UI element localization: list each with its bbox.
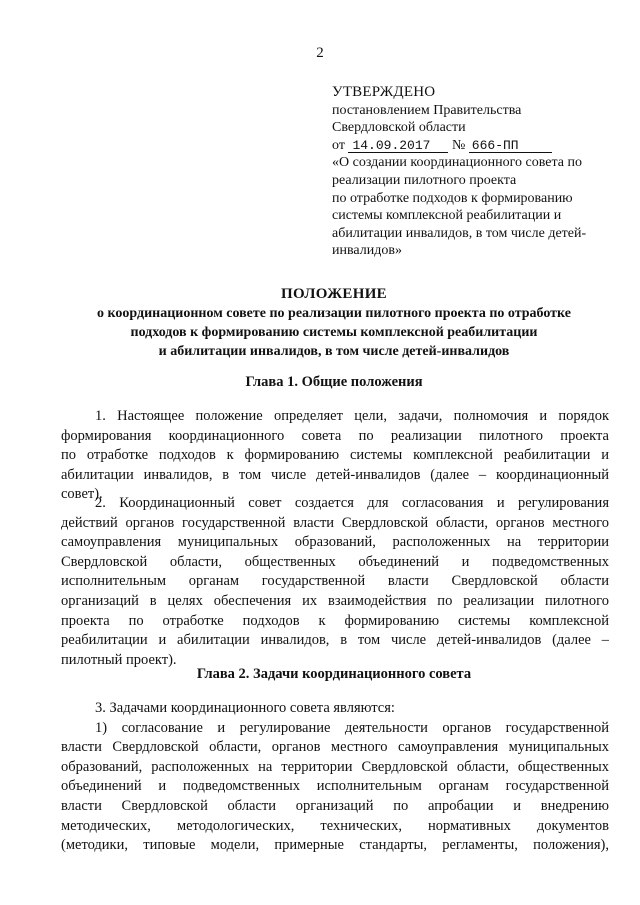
- approval-line: реализации пилотного проекта: [332, 172, 517, 188]
- chapter-heading: Глава 1. Общие положения: [245, 374, 423, 390]
- approval-line: системы комплексной реабилитации и: [332, 208, 562, 224]
- approval-line: Свердловской области: [332, 120, 466, 136]
- text-line: власти Свердловской области организаций по апробации и внедрению: [61, 797, 609, 814]
- paragraph-2: [61, 494, 609, 670]
- from-label: от: [332, 137, 345, 153]
- text-line: действий органов государственной власти Свердловской области, органов местного: [61, 514, 609, 531]
- text-line: самоуправления муниципальных образований, расположенных на территории: [61, 534, 609, 551]
- text-line: 2. Координационный совет создается для согласования и регулирования: [95, 495, 609, 511]
- title-heading: ПОЛОЖЕНИЕ: [281, 286, 387, 302]
- text-line: по отработке подходов к формированию системы комплексной реабилитации и: [61, 447, 609, 464]
- title-line: о координационном совете по реализации пилотного проекта по отработке: [97, 306, 571, 321]
- decree-number: 666-ПП: [469, 139, 552, 153]
- text-line: Свердловской области, общественных объединений и подведомственных: [61, 553, 609, 570]
- text-line: абилитации инвалидов, в том числе детей-инвалидов (далее – координационный: [61, 466, 609, 483]
- text-line: методических, методологических, технических, нормативных документов: [61, 817, 609, 834]
- text-line: 1) согласование и регулирование деятельности органов государственной: [95, 719, 609, 736]
- approval-block: [332, 84, 632, 260]
- approval-line: абилитации инвалидов, в том числе детей-: [332, 225, 587, 241]
- approval-line: инвалидов»: [332, 243, 402, 259]
- text-line: 1. Настоящее положение определяет цели, задачи, полномочия и порядок: [95, 408, 609, 424]
- text-line: (методики, типовые модели, примерные стандарты, регламенты, положения),: [61, 837, 609, 854]
- text-line: формирования координационного совета по реализации пилотного проекта: [61, 427, 609, 444]
- number-label: №: [451, 137, 466, 153]
- text-line: объединений и подведомственных исполнительным органам государственной: [61, 778, 609, 795]
- text-line: совет).: [61, 486, 103, 503]
- text-line: пилотный проект).: [61, 651, 177, 668]
- chapter-heading: Глава 2. Задачи координационного совета: [196, 666, 472, 682]
- approval-line: по отработке подходов к формированию: [332, 190, 573, 206]
- approval-line: «О создании координационного совета по: [332, 155, 582, 171]
- document-title: [40, 285, 628, 361]
- text-line: организаций в целях обеспечения их взаимодействия по реализации пилотного: [61, 592, 609, 609]
- text-line: 3. Задачами координационного совета являются:: [95, 700, 395, 716]
- text-line: реабилитации и абилитации инвалидов, в том числе детей-инвалидов (далее –: [61, 632, 609, 649]
- paragraph-3: [61, 699, 609, 856]
- paragraph-1: [61, 407, 609, 505]
- text-line: проекта по отработке подходов к формированию системы комплексной: [61, 612, 609, 629]
- approval-heading: УТВЕРЖДЕНО: [332, 84, 436, 100]
- page-number: 2: [316, 45, 324, 61]
- decree-date: 14.09.2017: [348, 139, 448, 153]
- title-line: подходов к формированию системы комплексной реабилитации: [130, 325, 538, 340]
- text-line: власти Свердловской области, органов местного самоуправления муниципальных: [61, 739, 609, 756]
- approval-date-number-line: [332, 137, 632, 155]
- text-line: исполнительным органам государственной власти Свердловской области: [61, 573, 609, 590]
- text-line: образований, расположенных на территории Свердловской области, общественных: [61, 758, 609, 775]
- title-line: и абилитации инвалидов, в том числе детей-инвалидов: [158, 344, 510, 359]
- approval-line: постановлением Правительства: [332, 102, 522, 118]
